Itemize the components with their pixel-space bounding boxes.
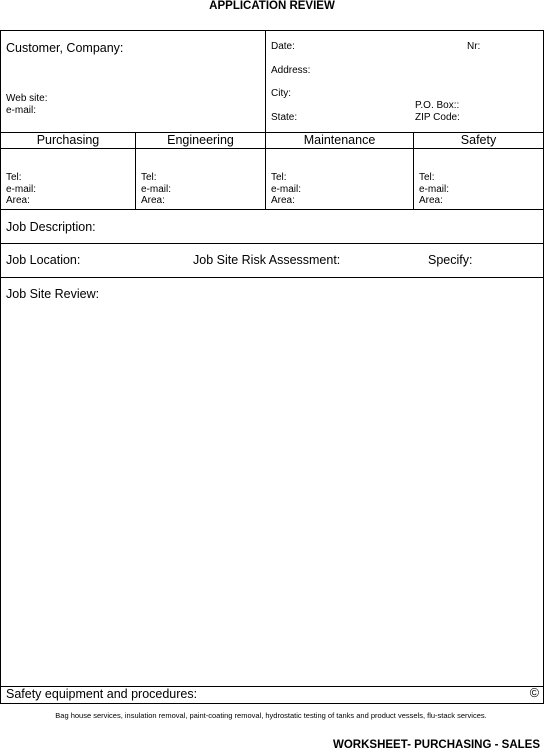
divider [1,209,543,210]
divider [1,277,543,278]
tel-label: Tel: [271,172,287,183]
dept-header-engineering: Engineering [167,133,234,147]
tel-label: Tel: [6,172,22,183]
safety-equipment-label: Safety equipment and procedures: [6,687,198,701]
dept-header-purchasing: Purchasing [36,133,100,147]
dept-header-maintenance: Maintenance [303,133,376,147]
area-label: Area: [271,195,295,206]
email-label: e-mail: [6,183,37,195]
address-label: Address: [271,65,311,76]
risk-assessment-label: Job Site Risk Assessment: [193,253,341,267]
website-label: Web site: [6,93,48,104]
divider [265,31,266,209]
nr-label: Nr: [467,41,481,52]
review-form [0,30,544,704]
state-label: State: [271,112,298,123]
email-label: e-mail: [141,183,172,195]
dept-contact-engineering [141,172,171,207]
dept-contact-purchasing [6,172,36,207]
area-label: Area: [141,195,165,206]
email-label: e-mail: [419,183,450,195]
divider [1,148,543,149]
page-title: APPLICATION REVIEW [209,0,335,12]
email-label: e-mail: [6,105,37,116]
footer-title: WORKSHEET- PURCHASING - SALES [332,739,540,751]
po-box-label: P.O. Box:: [415,100,460,111]
specify-label: Specify: [428,253,473,267]
divider [1,243,543,244]
job-description-label: Job Description: [6,220,96,234]
email-label: e-mail: [271,183,302,195]
tel-label: Tel: [419,172,435,183]
zip-code-label: ZIP Code: [415,112,460,123]
tel-label: Tel: [141,172,157,183]
dept-header-safety: Safety [460,133,497,147]
customer-company-label: Customer, Company: [6,41,124,55]
area-label: Area: [419,195,443,206]
job-site-review-label: Job Site Review: [6,287,100,301]
dept-contact-maintenance [271,172,301,207]
area-label: Area: [6,195,30,206]
date-label: Date: [271,41,295,52]
job-location-label: Job Location: [6,253,81,267]
city-label: City: [271,88,291,99]
copyright-icon: © [529,686,539,700]
dept-contact-safety [419,172,449,207]
services-note: Bag house services, insulation removal, paint-coating removal, hydrostatic testing of tanks and product vessels, flu-stack services. [55,711,487,720]
